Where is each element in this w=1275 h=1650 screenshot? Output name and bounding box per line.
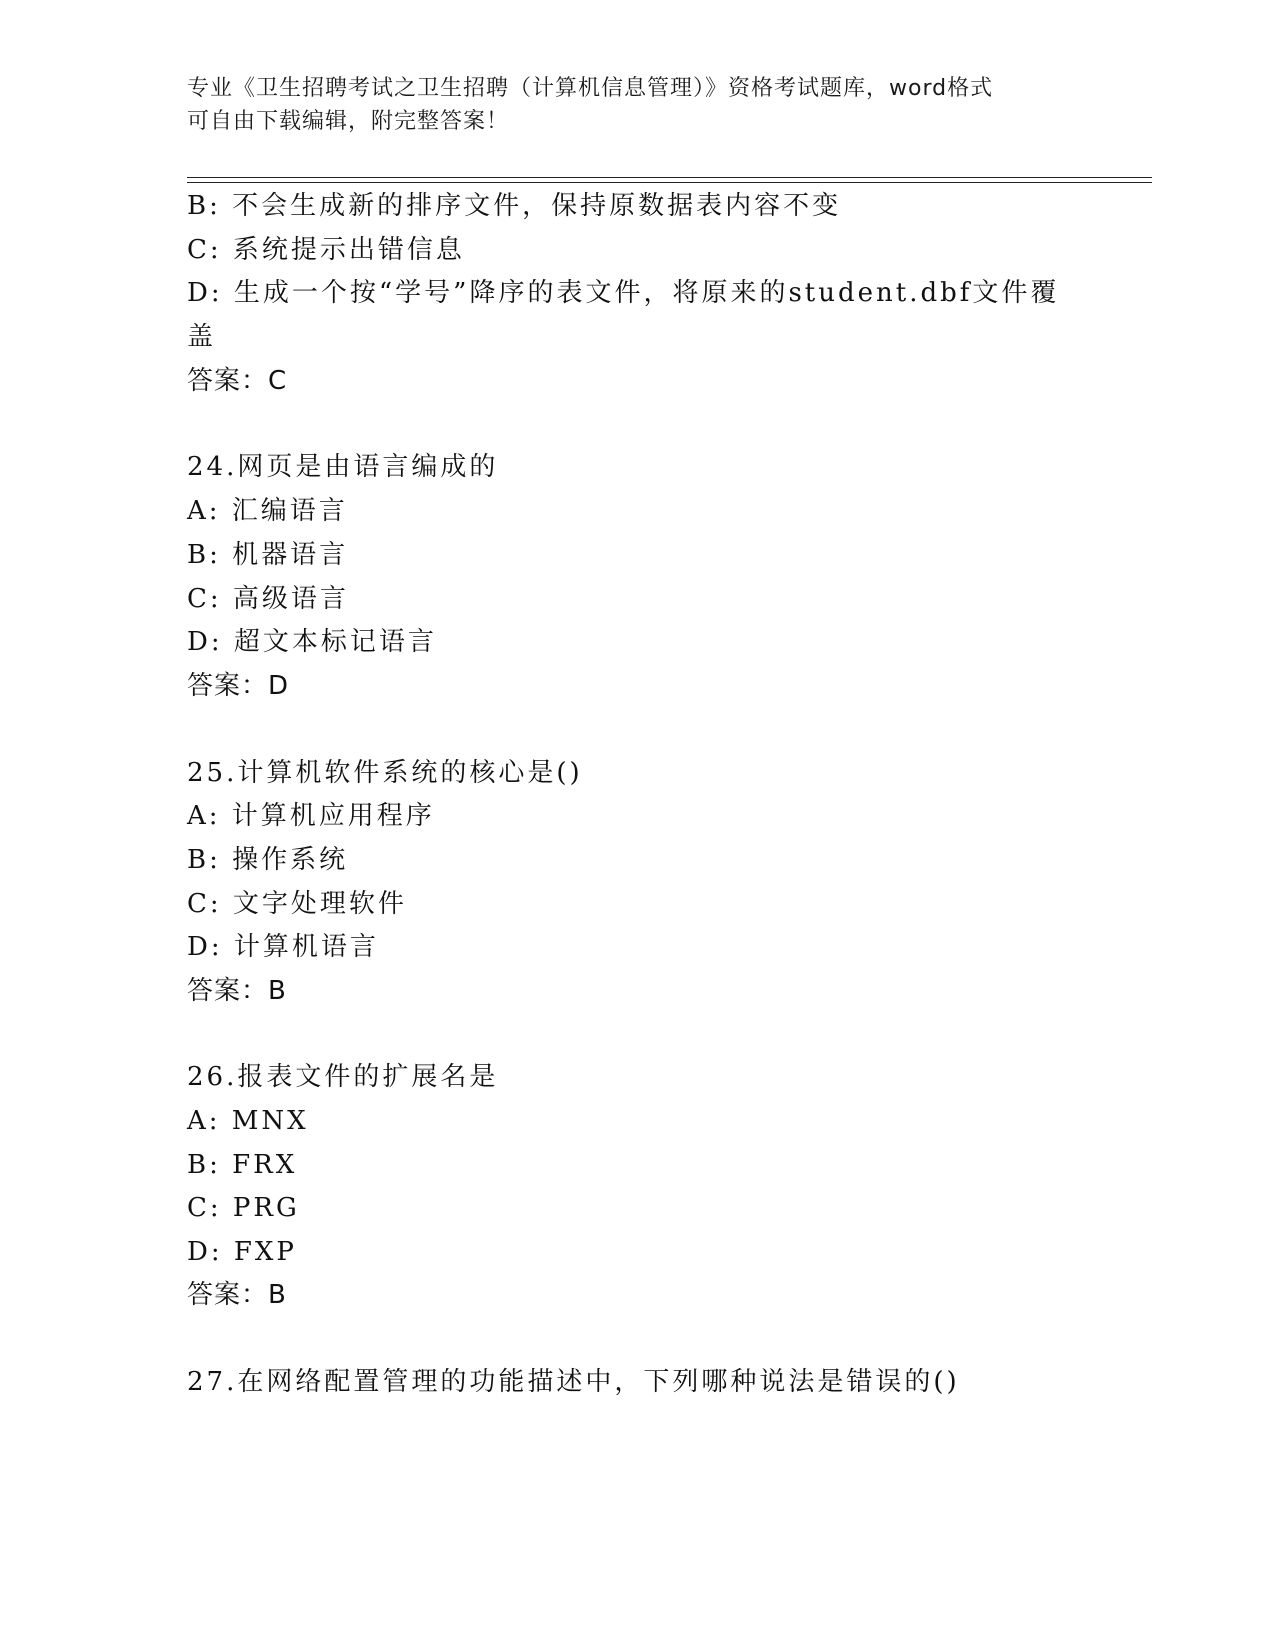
header-title-line: 专业《卫生招聘考试之卫生招聘（计算机信息管理）》资格考试题库，word格式	[187, 76, 994, 101]
prev-answer: 答案：C	[187, 366, 288, 396]
header-divider-bottom	[187, 182, 1152, 183]
prev-option-b: B: 不会生成新的排序文件，保持原数据表内容不变	[187, 191, 842, 221]
prev-option-d-continued: 盖	[187, 322, 217, 352]
q26-option-a: A: MNX	[187, 1106, 309, 1136]
q26-option-c: C: PRG	[187, 1193, 300, 1223]
q25-stem: 25.计算机软件系统的核心是()	[187, 758, 583, 788]
q26-option-b: B: FRX	[187, 1150, 298, 1180]
q26-stem: 26.报表文件的扩展名是	[187, 1062, 499, 1092]
document-header	[187, 72, 1067, 138]
q26-option-d: D: FXP	[187, 1237, 297, 1267]
prev-option-d: D: 生成一个按“学号”降序的表文件，将原来的student.dbf文件覆	[187, 278, 1060, 308]
q26-answer: 答案：B	[187, 1280, 287, 1310]
q25-option-c: C: 文字处理软件	[187, 889, 407, 919]
q24-stem: 24.网页是由语言编成的	[187, 452, 499, 482]
header-subtitle-line: 可自由下载编辑，附完整答案！	[187, 109, 510, 134]
q25-option-d: D: 计算机语言	[187, 932, 379, 962]
q24-option-a: A: 汇编语言	[187, 496, 348, 526]
q25-answer: 答案：B	[187, 976, 287, 1006]
q27-stem: 27.在网络配置管理的功能描述中，下列哪种说法是错误的()	[187, 1367, 960, 1397]
q25-option-b: B: 操作系统	[187, 845, 349, 875]
header-divider-top	[187, 177, 1152, 178]
prev-option-c: C: 系统提示出错信息	[187, 235, 465, 265]
q24-option-c: C: 高级语言	[187, 584, 349, 614]
q25-option-a: A: 计算机应用程序	[187, 801, 435, 831]
q24-option-d: D: 超文本标记语言	[187, 627, 437, 657]
q24-option-b: B: 机器语言	[187, 540, 349, 570]
q24-answer: 答案：D	[187, 671, 290, 701]
